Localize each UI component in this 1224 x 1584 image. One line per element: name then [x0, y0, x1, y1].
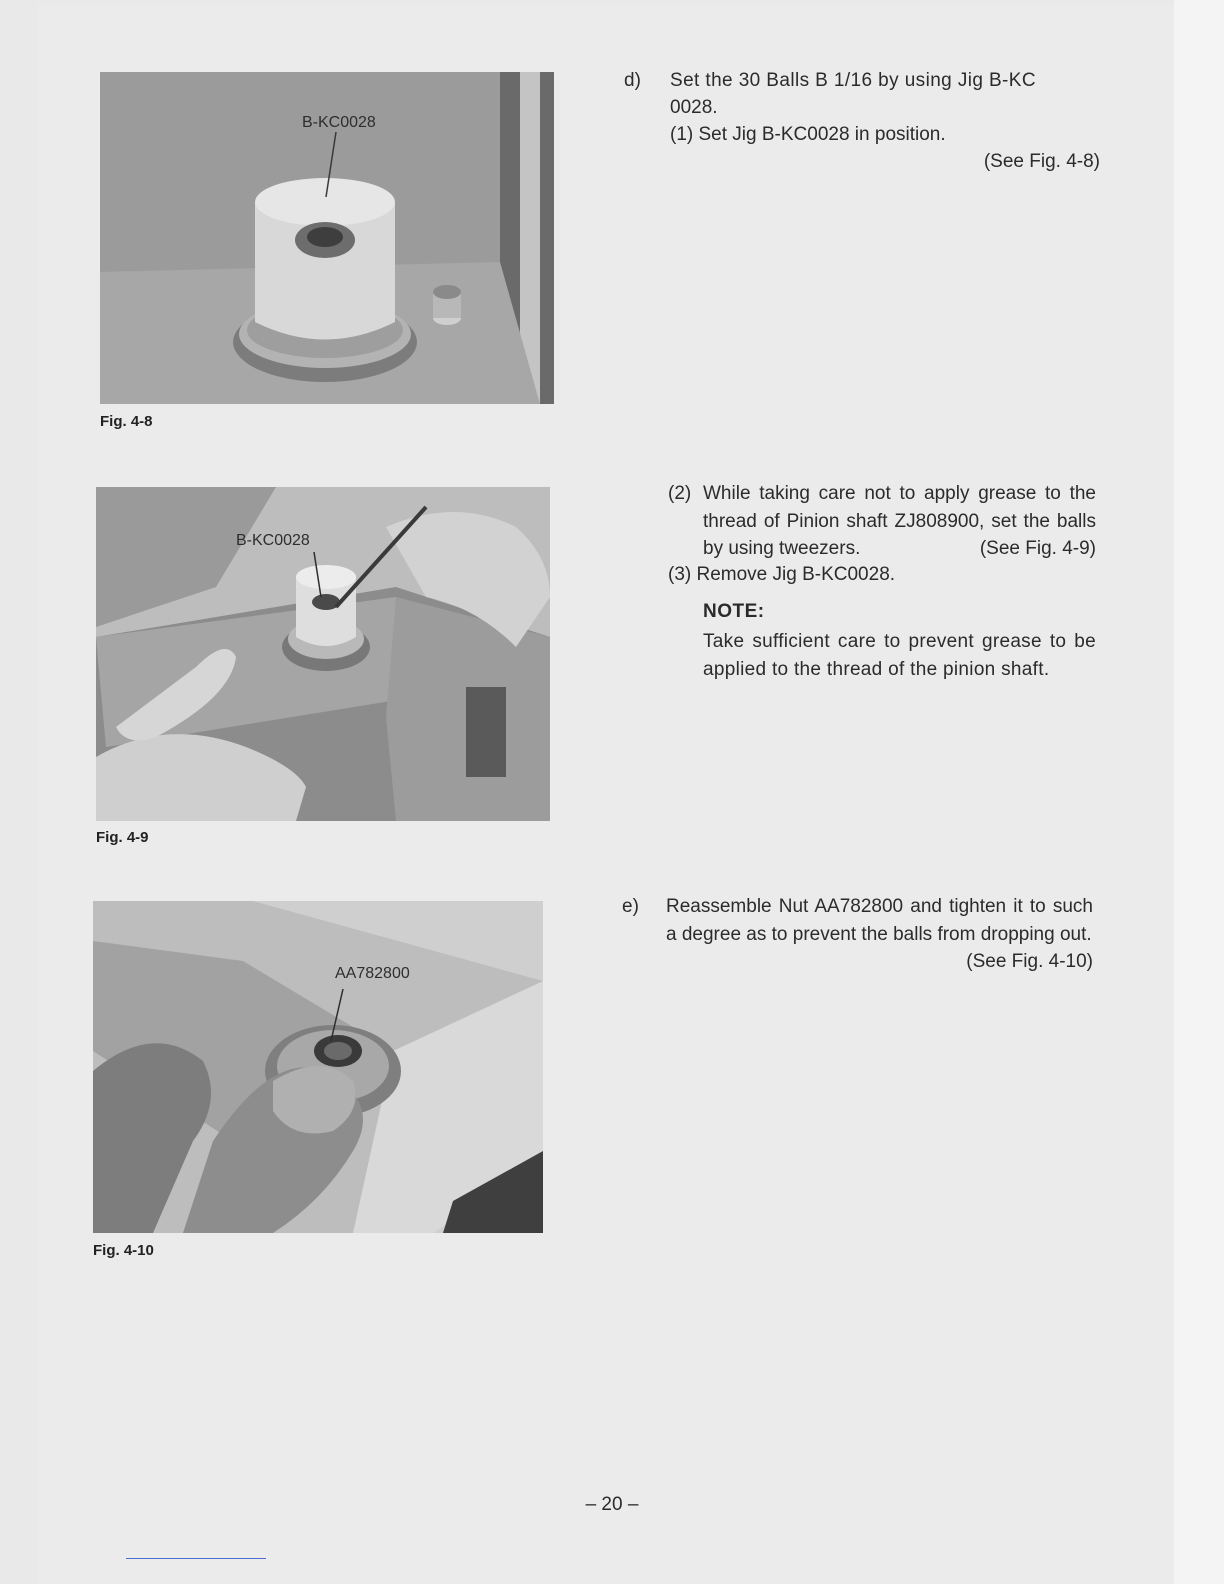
note-title: NOTE:	[703, 601, 765, 622]
fig-4-9-label: Fig. 4-9	[96, 829, 149, 846]
step-e-marker: e)	[622, 896, 639, 917]
step-d-sub2-ref: (See Fig. 4-9)	[979, 538, 1096, 559]
photo-fig-4-10	[93, 901, 543, 1233]
note-text: Take sufficient care to prevent grease to be applied to the thread of the pinion shaft.	[703, 631, 1096, 680]
step-d-line1: Set the 30 Balls B 1/16 by using Jig B-KC	[670, 70, 1036, 91]
step-d-marker: d)	[624, 70, 641, 91]
step-d-sub1: (1) Set Jig B-KC0028 in position.	[670, 124, 946, 145]
step-d-sub2-body: While taking care not to apply grease to the thread of Pinion shaft ZJ808900, set the balls by using tweezers.	[703, 483, 1096, 559]
step-d-sub3: (3) Remove Jig B-KC0028.	[668, 564, 896, 585]
page-number: – 20 –	[585, 1494, 639, 1515]
step-d-sub2-text	[703, 480, 1096, 563]
fig-4-10-callout: AA782800	[335, 965, 410, 982]
page-edge	[1174, 0, 1224, 1584]
step-e-text	[666, 893, 1093, 976]
step-d-sub1-ref: (See Fig. 4-8)	[983, 151, 1100, 172]
step-d-sub2-marker: (2)	[668, 483, 692, 504]
fig-4-9-callout: B-KC0028	[236, 532, 310, 549]
photo-fig-4-8	[100, 72, 554, 404]
fig-4-8-callout: B-KC0028	[302, 114, 376, 131]
photo-fig-4-9	[96, 487, 550, 821]
step-d-line2: 0028.	[670, 97, 718, 118]
step-e-body: Reassemble Nut AA782800 and tighten it to such a degree as to prevent the balls from dropping out.	[666, 896, 1093, 945]
step-e-ref: (See Fig. 4-10)	[966, 951, 1093, 972]
fig-4-8-label: Fig. 4-8	[100, 413, 153, 430]
footer-rule	[126, 1558, 266, 1559]
fig-4-10-label: Fig. 4-10	[93, 1242, 154, 1259]
